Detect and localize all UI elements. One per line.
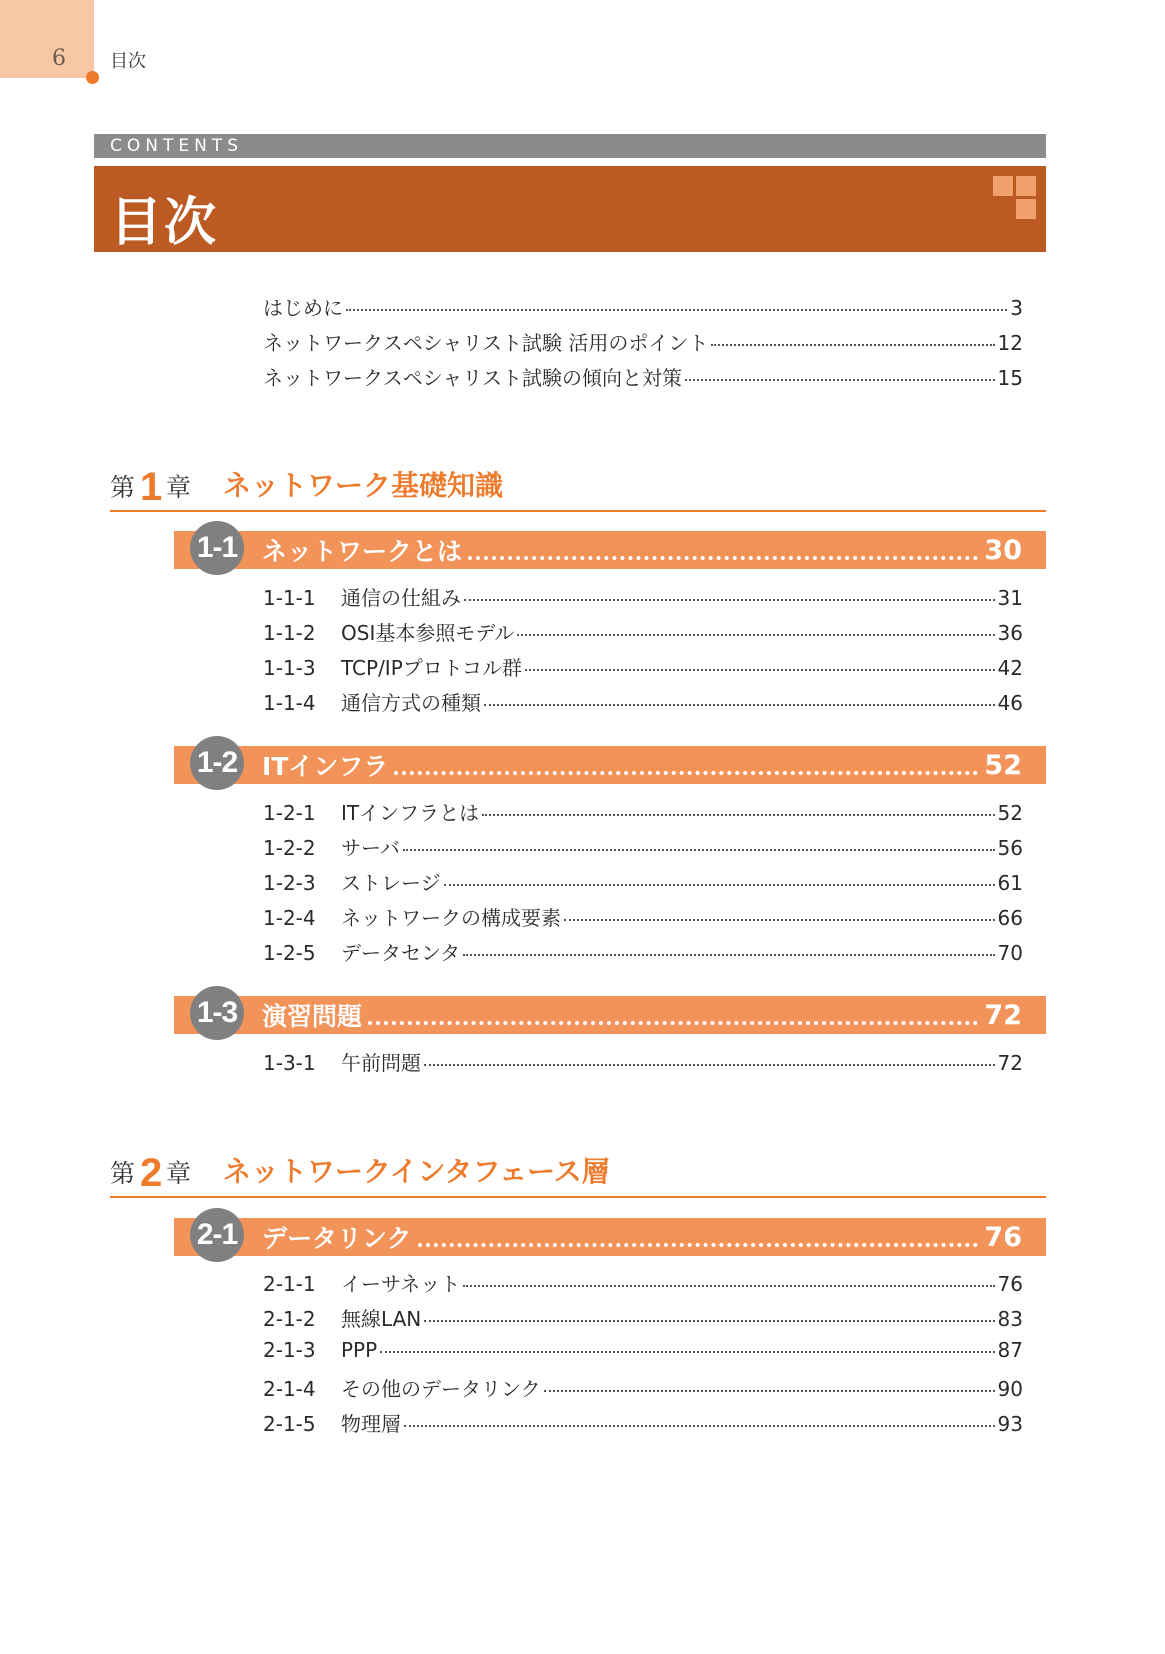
toc-entry[interactable] [263, 582, 1023, 608]
toc-entry-number: 1-1-1 [263, 586, 316, 610]
chapter-heading[interactable] [110, 465, 1046, 512]
toc-entry-label: 無線LAN [341, 1307, 422, 1331]
toc-entry-number: 2-1-5 [263, 1412, 316, 1436]
toc-entry[interactable] [263, 687, 1023, 713]
section-title: ネットワークとは [262, 537, 463, 566]
toc-entry-number: 1-2-5 [263, 941, 316, 965]
toc-entry-label: はじめに [263, 296, 343, 320]
dot-leader [346, 309, 1007, 311]
toc-entry-label: データセンタ [341, 941, 461, 965]
toc-entry-page: 31 [997, 586, 1023, 610]
page-corner-tab [0, 0, 94, 78]
toc-entry[interactable] [263, 1268, 1023, 1294]
page-title: 目次 [110, 193, 219, 253]
toc-entry-label: 物理層 [341, 1412, 401, 1436]
toc-entry[interactable] [263, 1303, 1023, 1329]
dot-leader [380, 1351, 994, 1353]
toc-entry-page: 36 [997, 621, 1023, 645]
toc-entry[interactable] [263, 902, 1023, 928]
toc-entry-page: 83 [997, 1307, 1023, 1331]
toc-entry-number: 2-1-1 [263, 1272, 316, 1296]
chapter-title: ネットワーク基礎知識 [223, 469, 504, 502]
dot-leader [403, 849, 995, 851]
dot-leader [444, 884, 995, 886]
toc-entry-page: 15 [997, 366, 1023, 390]
toc-entry-page: 12 [997, 331, 1023, 355]
toc-entry[interactable] [263, 652, 1023, 678]
toc-entry-label: サーバ [341, 836, 400, 860]
toc-entry-label: ネットワークスペシャリスト試験 活用のポイント [263, 331, 709, 355]
section-heading[interactable] [174, 746, 1046, 784]
chapter-suffix: 章 [166, 1159, 192, 1188]
section-badge: 1-3 [190, 986, 244, 1040]
toc-entry[interactable] [263, 867, 1023, 893]
toc-entry[interactable] [263, 1408, 1023, 1434]
dot-leader [368, 1021, 978, 1025]
chapter-number: 1 [140, 465, 163, 509]
toc-entry[interactable] [263, 617, 1023, 643]
toc-entry-page: 46 [997, 691, 1023, 715]
toc-entry-page: 90 [997, 1377, 1023, 1401]
dot-leader [418, 1243, 979, 1247]
dot-leader [424, 1320, 994, 1322]
toc-entry-number: 1-1-3 [263, 656, 316, 680]
section-page: 30 [984, 534, 1022, 566]
dot-leader [424, 1064, 995, 1066]
toc-entry-label: その他のデータリンク [341, 1377, 541, 1401]
chapter-prefix: 第 [110, 1159, 136, 1188]
toc-entry-label: 午前問題 [341, 1051, 421, 1075]
dot-leader [468, 556, 978, 560]
toc-entry[interactable] [263, 1373, 1023, 1399]
toc-entry-number: 1-2-1 [263, 801, 316, 825]
contents-label-bar: CONTENTS [94, 134, 1046, 158]
toc-entry-page: 61 [997, 871, 1023, 895]
toc-entry-number: 1-2-2 [263, 836, 316, 860]
square-ornament [1016, 176, 1036, 196]
dot-leader [525, 669, 995, 671]
toc-entry-label: OSI基本参照モデル [341, 621, 515, 645]
section-heading[interactable] [174, 531, 1046, 569]
dot-leader [463, 954, 994, 956]
toc-entry-page: 93 [997, 1412, 1023, 1436]
toc-entry-number: 2-1-2 [263, 1307, 316, 1331]
dot-leader [564, 919, 995, 921]
toc-entry-page: 70 [997, 941, 1023, 965]
toc-entry-number: 1-1-2 [263, 621, 316, 645]
toc-entry[interactable] [263, 1047, 1023, 1073]
toc-entry-label: ITインフラとは [341, 801, 480, 825]
section-badge: 2-1 [190, 1208, 244, 1262]
section-badge: 1-1 [190, 521, 244, 575]
chapter-prefix: 第 [110, 473, 136, 502]
toc-entry-page: 66 [997, 906, 1023, 930]
running-title: 目次 [110, 51, 146, 72]
toc-entry[interactable] [263, 937, 1023, 963]
dot-leader [464, 599, 995, 601]
section-page: 76 [984, 1221, 1022, 1253]
toc-entry-page: 42 [997, 656, 1023, 680]
toc-entry-label: イーサネット [341, 1272, 461, 1296]
toc-entry[interactable] [263, 292, 1023, 318]
toc-entry-number: 1-1-4 [263, 691, 316, 715]
toc-entry-page: 76 [997, 1272, 1023, 1296]
section-title: 演習問題 [262, 1002, 363, 1031]
dot-leader [404, 1425, 995, 1427]
toc-entry-page: 87 [997, 1338, 1023, 1362]
orange-dot-ornament [86, 71, 99, 84]
dot-leader [394, 771, 978, 775]
chapter-number: 2 [140, 1151, 163, 1195]
toc-entry-page: 3 [1010, 296, 1023, 320]
section-heading[interactable] [174, 996, 1046, 1034]
toc-entry[interactable] [263, 362, 1023, 388]
toc-entry-label: 通信方式の種類 [341, 691, 481, 715]
toc-entry-page: 72 [997, 1051, 1023, 1075]
section-title: データリンク [262, 1224, 412, 1253]
chapter-suffix: 章 [166, 473, 192, 502]
square-ornament [1016, 199, 1036, 219]
section-page: 52 [984, 749, 1022, 781]
toc-entry-label: ネットワークスペシャリスト試験の傾向と対策 [263, 366, 682, 390]
dot-leader [463, 1285, 994, 1287]
toc-entry-number: 2-1-3 [263, 1338, 316, 1362]
dot-leader [482, 814, 994, 816]
toc-entry-label: ネットワークの構成要素 [341, 906, 561, 930]
section-title: ITインフラ [262, 752, 389, 781]
toc-entry-number: 1-2-3 [263, 871, 316, 895]
title-banner [94, 166, 1046, 252]
toc-entry-number: 1-2-4 [263, 906, 316, 930]
toc-entry-label: PPP [341, 1338, 378, 1362]
square-ornament [993, 176, 1013, 196]
toc-entry-label: 通信の仕組み [341, 586, 461, 610]
dot-leader [711, 344, 994, 346]
toc-entry[interactable] [263, 1338, 1023, 1364]
dot-leader [544, 1390, 995, 1392]
toc-entry[interactable] [263, 797, 1023, 823]
dot-leader [517, 634, 994, 636]
toc-entry-number: 2-1-4 [263, 1377, 316, 1401]
section-page: 72 [984, 999, 1022, 1031]
section-badge: 1-2 [190, 736, 244, 790]
toc-entry-page: 52 [997, 801, 1023, 825]
toc-entry-page: 56 [997, 836, 1023, 860]
toc-entry-label: TCP/IPプロトコル群 [341, 656, 522, 680]
toc-entry-label: ストレージ [341, 871, 441, 895]
toc-entry-number: 1-3-1 [263, 1051, 316, 1075]
toc-entry[interactable] [263, 832, 1023, 858]
page-number: 6 [52, 46, 66, 71]
chapter-heading[interactable] [110, 1151, 1046, 1198]
dot-leader [484, 704, 995, 706]
chapter-title: ネットワークインタフェース層 [223, 1155, 610, 1188]
toc-entry[interactable] [263, 327, 1023, 353]
section-heading[interactable] [174, 1218, 1046, 1256]
dot-leader [685, 379, 995, 381]
